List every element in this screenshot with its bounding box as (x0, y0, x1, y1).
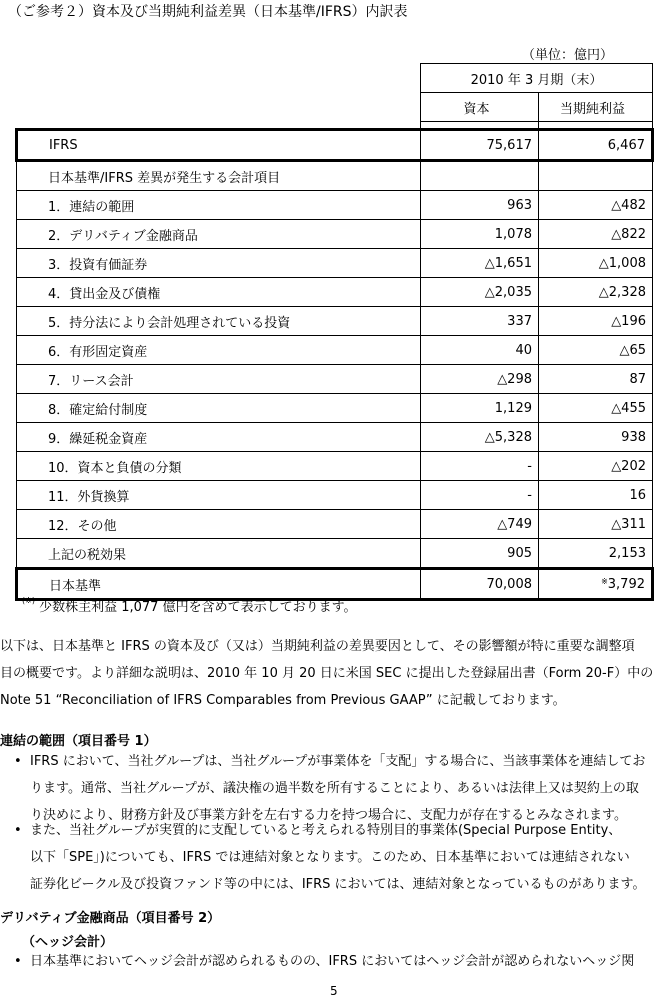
footnote-marker: (※) (22, 596, 35, 605)
table-row (17, 481, 653, 510)
net-income-value: 16 (539, 481, 653, 510)
table-row (17, 220, 653, 249)
bullet-icon: • (14, 754, 22, 769)
capital-value: - (421, 452, 539, 481)
net-income-value: △822 (539, 220, 653, 249)
net-income-value: 6,467 (539, 130, 653, 161)
section-label: 日本基準/IFRS 差異が発生する会計項目 (17, 161, 421, 191)
header-row-columns (17, 93, 653, 122)
row-label: 6．有形固定資産 (17, 336, 421, 365)
table-row (17, 394, 653, 423)
section-label-row (17, 161, 653, 191)
header-row-period (17, 64, 653, 93)
table-row (17, 423, 653, 452)
capital-value: 1,078 (421, 220, 539, 249)
reconciliation-table (15, 63, 654, 601)
bullet-icon: • (14, 954, 22, 969)
capital-value: △298 (421, 365, 539, 394)
table-row (17, 191, 653, 220)
row-label: 9．繰延税金資産 (17, 423, 421, 452)
table-row (17, 307, 653, 336)
capital-value: 905 (421, 539, 539, 569)
page-number: 5 (330, 984, 338, 998)
period-header: 2010 年 3 月期（末） (421, 64, 653, 93)
row-label: IFRS (17, 130, 421, 161)
capital-value: △5,328 (421, 423, 539, 452)
table-footnote: (※) 少数株主利益 1,077 億円を含めて表示しております。 (22, 596, 357, 615)
unit-label: （単位：億円） (522, 48, 614, 63)
capital-value: 1,129 (421, 394, 539, 423)
capital-value: 337 (421, 307, 539, 336)
ifrs-row (17, 130, 653, 161)
row-label: 3．投資有価証券 (17, 249, 421, 278)
table-row (17, 452, 653, 481)
table-row (17, 510, 653, 539)
table-row (17, 539, 653, 569)
row-label: 7．リース会計 (17, 365, 421, 394)
capital-value: 75,617 (421, 130, 539, 161)
net-income-value: △202 (539, 452, 653, 481)
footnote-marker: ※ (601, 576, 608, 586)
row-label: 1．連結の範囲 (17, 191, 421, 220)
table-row (17, 249, 653, 278)
table-row (17, 278, 653, 307)
row-label: 12．その他 (17, 510, 421, 539)
column-header-capital: 資本 (421, 93, 539, 122)
net-income-value: △1,008 (539, 249, 653, 278)
table-row (17, 365, 653, 394)
bullet-icon: • (14, 823, 22, 838)
net-income-value: ※3,792 (539, 569, 653, 600)
capital-value: △749 (421, 510, 539, 539)
row-label: 上記の税効果 (17, 539, 421, 569)
row-label: 10．資本と負債の分類 (17, 452, 421, 481)
capital-value: △1,651 (421, 249, 539, 278)
subsection-heading-hedge: （ヘッジ会計） (22, 935, 114, 950)
row-label: 5．持分法により会計処理されている投資 (17, 307, 421, 336)
net-income-value: △482 (539, 191, 653, 220)
section-heading-derivatives: デリバティブ金融商品（項目番号 2） (0, 911, 221, 926)
jgaap-row (17, 569, 653, 600)
page-title: （ご参考２）資本及び当期純利益差異（日本基準/IFRS）内訳表 (8, 4, 408, 20)
row-label: 2．デリバティブ金融商品 (17, 220, 421, 249)
net-income-value: △2,328 (539, 278, 653, 307)
capital-value: 70,008 (421, 569, 539, 600)
capital-value: 963 (421, 191, 539, 220)
capital-value: △2,035 (421, 278, 539, 307)
intro-line: 目の概要です。より詳細な説明は、2010 年 10 月 20 日に米国 SEC に提出した登録届出書（Form 20-F）中の (0, 666, 654, 681)
intro-paragraph (0, 633, 670, 714)
row-label: 11．外貨換算 (17, 481, 421, 510)
row-label: 日本基準 (17, 569, 421, 600)
section-heading-consolidation: 連結の範囲（項目番号 1） (0, 734, 157, 749)
table-row (17, 336, 653, 365)
net-income-value: 938 (539, 423, 653, 452)
net-income-value: △455 (539, 394, 653, 423)
net-income-value: △311 (539, 510, 653, 539)
capital-value: 40 (421, 336, 539, 365)
row-label: 4．貸出金及び債権 (17, 278, 421, 307)
row-label: 8．確定給付制度 (17, 394, 421, 423)
capital-value: - (421, 481, 539, 510)
net-income-value: △65 (539, 336, 653, 365)
net-income-value: 2,153 (539, 539, 653, 569)
intro-line: Note 51 “Reconciliation of IFRS Comparables from Previous GAAP” に記載しております。 (0, 693, 566, 708)
net-income-value: 87 (539, 365, 653, 394)
intro-line: 以下は、日本基準と IFRS の資本及び（又は）当期純利益の差異要因として、その影響額が特に重要な調整項 (0, 639, 635, 654)
column-header-net-income: 当期純利益 (539, 93, 653, 122)
net-income-value: △196 (539, 307, 653, 336)
